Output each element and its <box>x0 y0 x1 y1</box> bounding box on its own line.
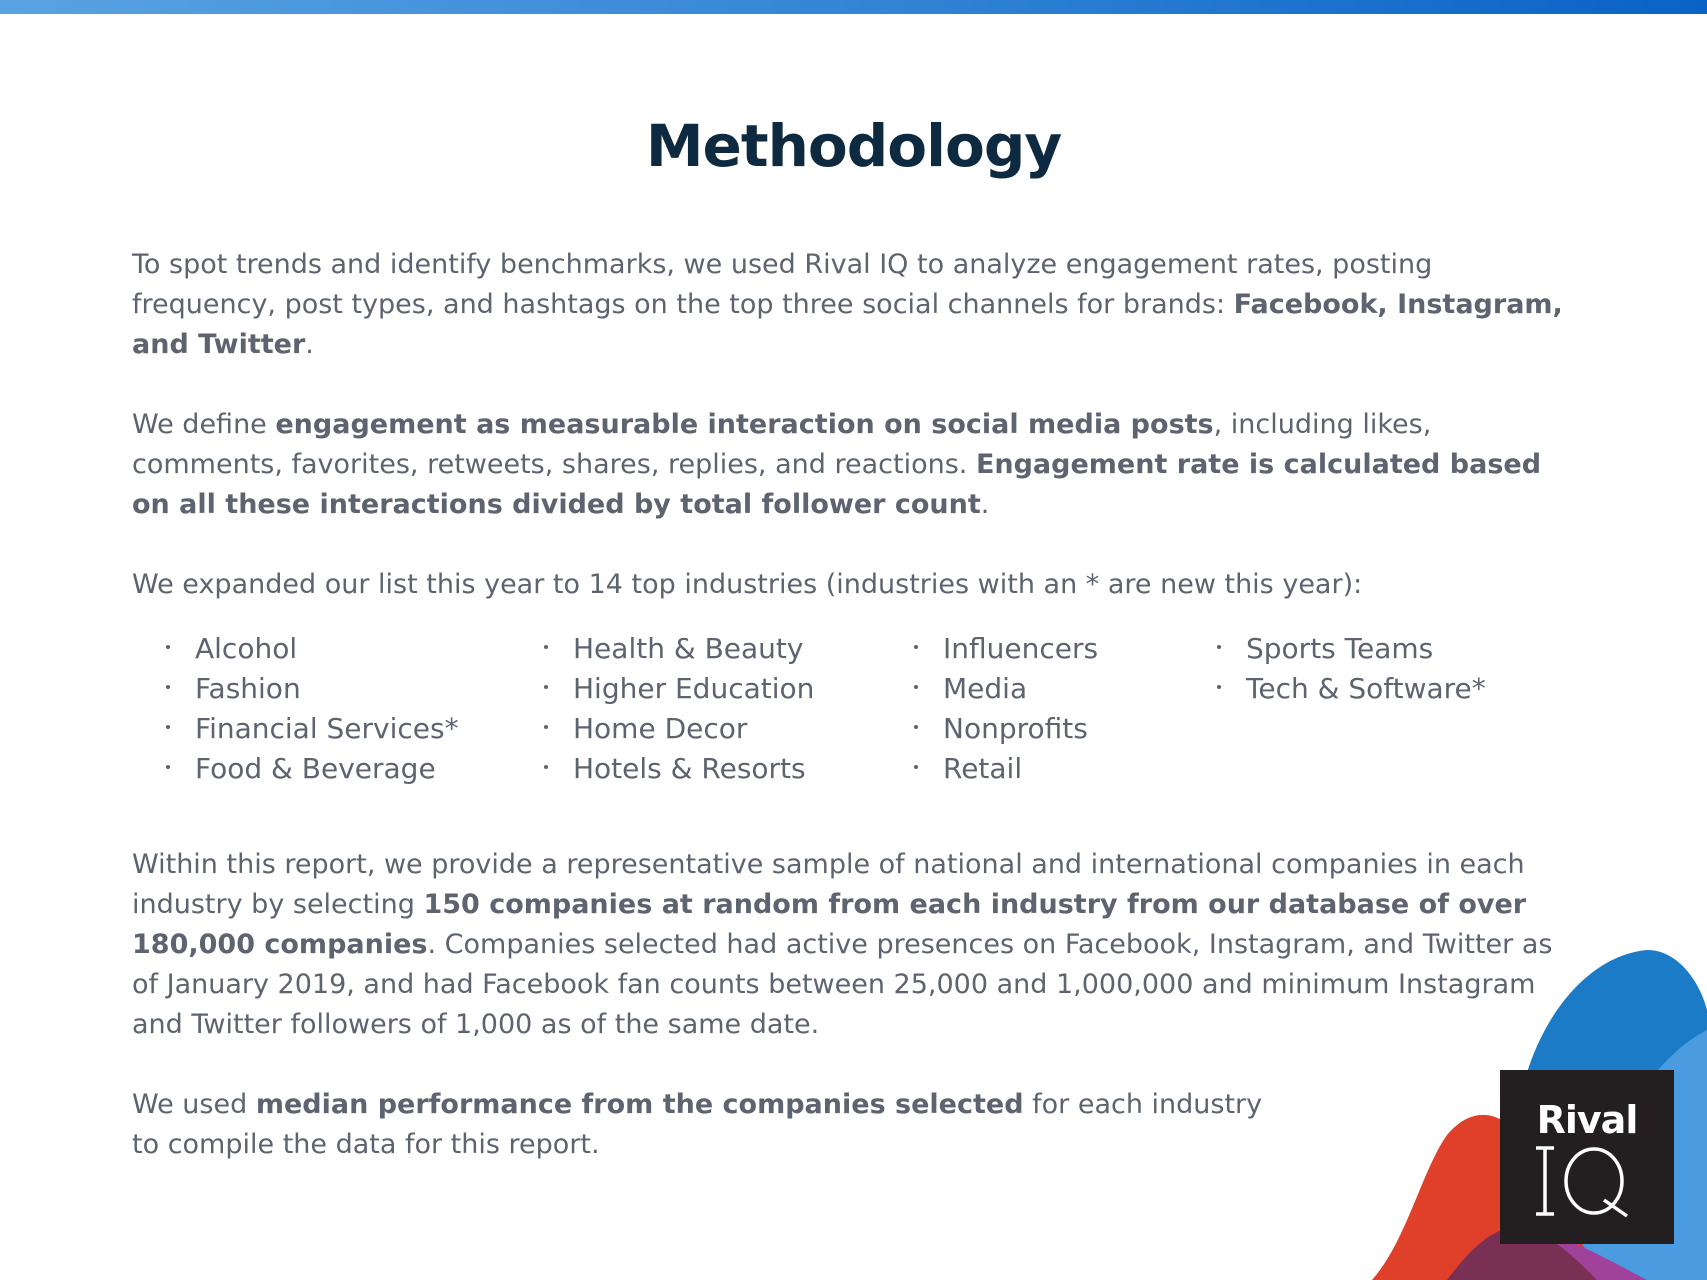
industry-list-column-4 <box>1183 629 1486 709</box>
list-item: Home Decor <box>510 709 814 749</box>
list-item: Sports Teams <box>1183 629 1486 669</box>
list-item: Influencers <box>880 629 1098 669</box>
list-item: Retail <box>880 749 1098 789</box>
intro-paragraph: To spot trends and identify benchmarks, we used Rival IQ to analyze engagement rates, posting frequency, post types, and hashtags on the top three social channels for brands: Facebook, Instagram, and Twitter. <box>132 249 1563 360</box>
industry-list-column-1 <box>132 629 459 789</box>
top-accent-bar <box>0 0 1707 14</box>
rival-iq-logo <box>1500 1070 1674 1244</box>
list-item: Media <box>880 669 1098 709</box>
list-item: Alcohol <box>132 629 459 669</box>
page-title: Methodology <box>645 112 1062 180</box>
list-item: Health & Beauty <box>510 629 814 669</box>
sample-description-paragraph: Within this report, we provide a representative sample of national and international companies in each industry by selecting 150 companies at random from each industry from our database of over 180,000 companies. Companies selected had active presences on Facebook, Instagram, and Twitter as of January 2019, and had Facebook fan counts between 25,000 and 1,000,000 and minimum Instagram and Twitter followers of 1,000 as of the same date. <box>132 849 1553 1040</box>
logo-mark-iq <box>1532 1144 1632 1218</box>
engagement-definition-paragraph: We define engagement as measurable interaction on social media posts, including likes, comments, favorites, retweets, shares, replies, and reactions. Engagement rate is calculated based on all these interactions divided by total follower count. <box>132 409 1542 520</box>
list-item: Higher Education <box>510 669 814 709</box>
logo-text-rival: Rival <box>1536 1098 1638 1142</box>
median-performance-paragraph: We used median performance from the companies selected for each industry to compile the data for this report. <box>132 1089 1263 1160</box>
list-item: Financial Services* <box>132 709 459 749</box>
list-item: Tech & Software* <box>1183 669 1486 709</box>
list-item: Hotels & Resorts <box>510 749 814 789</box>
industry-list-column-3 <box>880 629 1098 789</box>
list-item: Nonprofits <box>880 709 1098 749</box>
list-item: Food & Beverage <box>132 749 459 789</box>
industry-list-column-2 <box>510 629 814 789</box>
list-item: Fashion <box>132 669 459 709</box>
industries-intro-paragraph: We expanded our list this year to 14 top industries (industries with an * are new this year): <box>132 569 1363 600</box>
